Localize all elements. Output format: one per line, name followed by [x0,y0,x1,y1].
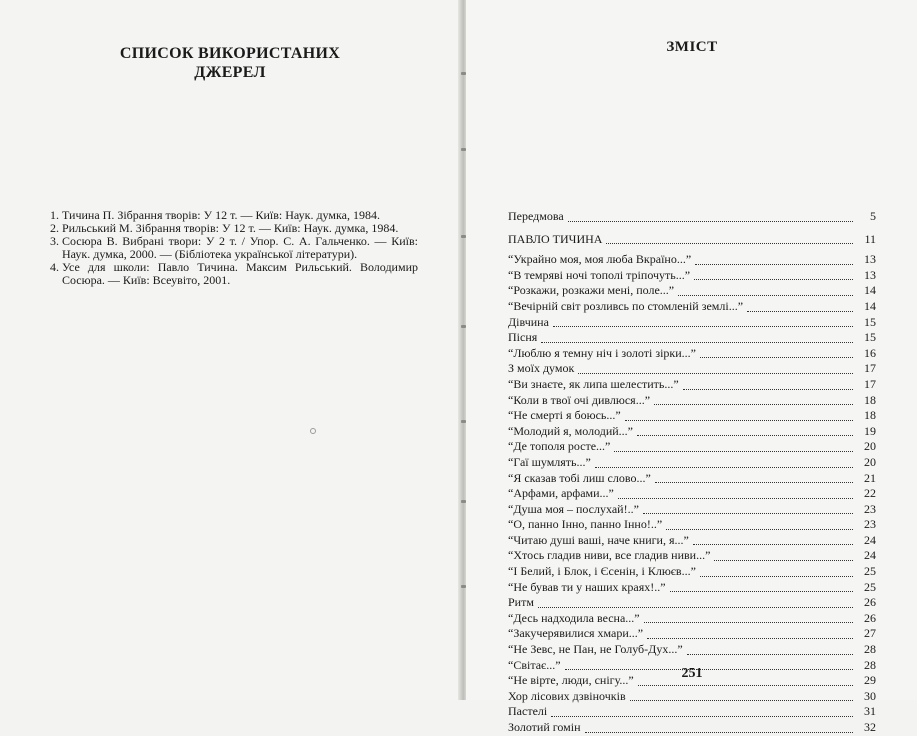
toc-leader-dots [666,528,853,530]
toc-leader-dots [643,512,853,514]
reference-item [50,261,418,287]
toc-entry [508,548,876,564]
toc-entry-page: 27 [864,626,876,641]
toc-entry-title: “Вечірній світ розливсь по стомленій землі...” [508,298,744,313]
toc-entry-title: “Закучерявилися хмари...” [508,626,644,641]
toc-entry-title: Ритм [508,595,534,610]
toc-entry-page: 16 [864,345,876,360]
toc-entry [508,486,876,502]
toc-entry-title: Пісня [508,330,538,345]
toc-entry [508,595,876,611]
toc-entry-page: 24 [864,532,876,547]
toc-leader-dots [683,388,853,390]
toc-entry [508,471,876,487]
toc-entry [508,393,876,409]
toc-leader-dots [700,356,853,358]
toc-entry [508,439,876,455]
toc-entry [508,689,876,705]
toc-entry-title: Передмова [508,209,564,223]
toc-entry-page: 20 [864,454,876,469]
toc-leader-dots [614,450,853,452]
toc-entry-title: “Люблю я темну ніч і золоті зірки...” [508,345,696,360]
toc-entry-page: 20 [864,439,876,454]
toc-entry-page: 26 [864,610,876,625]
toc-entry-page: 24 [864,548,876,563]
toc-entry-page: 15 [864,314,876,329]
page-number: 251 [681,666,703,681]
reference-item [50,235,418,261]
toc-entry-title: Золотий гомін [508,720,581,734]
toc-entry-title: Хор лісових дзвіночків [508,688,626,703]
toc-entry-title: “Десь надходила весна...” [508,610,640,625]
toc-entry-title: “Я сказав тобі лиш слово...” [508,470,651,485]
toc-entry [508,626,876,642]
toc-entry [508,209,876,225]
toc-entry-page: 19 [864,423,876,438]
toc-entry [508,424,876,440]
bibliography-title-line2: ДЖЕРЕЛ [194,64,266,81]
toc-leader-dots [553,325,853,327]
toc-leader-dots [568,220,853,222]
toc-leader-dots [670,590,853,592]
toc-entry-page: 31 [864,704,876,719]
toc-entry [508,611,876,627]
toc-entry-title: “Душа моя – послухай!..” [508,501,639,516]
toc-entry [508,533,876,549]
toc-entry [508,377,876,393]
toc-entry-page: 29 [864,673,876,688]
toc-leader-dots [625,419,853,421]
toc-entry [508,517,876,533]
toc-entry [508,330,876,346]
toc-entry-page: 18 [864,392,876,407]
toc-entry-title: “І Белий, і Блок, і Єсенін, і Клюєв...” [508,564,696,579]
reference-number: 3. [50,234,59,248]
toc-entry-title: “Де тополя росте...” [508,439,611,454]
toc-entry-title: “Гаї шумлять...” [508,454,591,469]
bibliography-title-line1: СПИСОК ВИКОРИСТАНИХ [119,45,341,62]
toc-leader-dots [578,372,853,374]
toc-entry-page: 17 [864,376,876,391]
toc-entry [508,720,876,736]
toc-entry [508,580,876,596]
toc-entry-title: Пастелі [508,704,548,719]
toc-leader-dots [678,294,853,296]
reference-text: Сосюра В. Вибрані твори: У 2 т. / Упор. С. А. Гальченко. — Київ: Наук. думка, 2000. — (Бібліотека української літератури). [62,234,418,261]
toc-leader-dots [693,543,853,545]
toc-entry-title: ПАВЛО ТИЧИНА [508,231,603,246]
toc-entry-page: 21 [864,470,876,485]
toc-entry-title: “Ви знаєте, як липа шелестить...” [508,376,679,391]
reference-text: Тичина П. Зібрання творів: У 12 т. — Київ: Наук. думка, 1984. [62,208,380,222]
toc-entry [508,283,876,299]
toc-entry-page: 28 [864,642,876,657]
toc-entry-title: “Украйно моя, моя люба Вкраїно...” [508,252,692,267]
toc-entry [508,408,876,424]
toc-entry-page: 32 [864,720,876,734]
reference-text: Усе для школи: Павло Тичина. Максим Рильський. Володимир Сосюра. — Київ: Всеувіто, 2001. [62,260,418,287]
toc-entry-title: “Молодий я, молодий...” [508,423,634,438]
toc-entry-page: 13 [864,252,876,267]
toc-entry-title: “Читаю душі ваші, наче книги, я...” [508,532,689,547]
reference-number: 2. [50,221,59,235]
toc-entry-page: 23 [864,501,876,516]
toc-entry-title: “В темряві ночі тополі тріпочуть...” [508,267,691,282]
toc-leader-dots [618,497,853,499]
toc-leader-dots [687,653,853,655]
toc-entry [508,232,876,248]
reference-text: Рильський М. Зібрання творів: У 12 т. — Київ: Наук. думка, 1984. [62,221,399,235]
toc-entry-page: 25 [864,579,876,594]
toc-entry-page: 18 [864,408,876,423]
toc-leader-dots [714,559,853,561]
toc-leader-dots [551,715,853,717]
toc-leader-dots [585,731,853,733]
toc-entry-title: “Світає...” [508,657,561,672]
toc-leader-dots [606,242,853,244]
toc-entry-page: 30 [864,688,876,703]
toc-entry [508,299,876,315]
toc-entry-page: 15 [864,330,876,345]
toc-entry-page: 23 [864,517,876,532]
toc-entry-title: “Хтось гладив ниви, все гладив ниви...” [508,548,711,563]
toc-entry [508,361,876,377]
toc-entry-title: “О, панно Інно, панно Інно!..” [508,517,663,532]
toc-leader-dots [695,263,853,265]
toc-entry-title: “Не смерті я боюсь...” [508,408,621,423]
table-of-contents [508,209,876,736]
toc-leader-dots [655,481,853,483]
reference-list [50,209,418,287]
toc-entry-page: 13 [864,267,876,282]
toc-entry-page: 11 [864,231,876,246]
toc-entry-page: 5 [870,209,876,223]
toc-entry-page: 28 [864,657,876,672]
toc-title: ЗМІСТ [666,39,718,55]
toc-leader-dots [644,621,853,623]
toc-entry-title: “Не вірте, люди, снігу...” [508,673,634,688]
toc-entry [508,704,876,720]
toc-entry-page: 22 [864,486,876,501]
toc-leader-dots [538,606,853,608]
paper-speck [310,428,316,434]
toc-leader-dots [694,278,853,280]
toc-entry-title: “Не Зевс, не Пан, не Голуб-Дух...” [508,642,683,657]
toc-entry [508,315,876,331]
toc-leader-dots [747,310,853,312]
toc-leader-dots [638,684,853,686]
toc-leader-dots [700,575,853,577]
toc-leader-dots [654,403,853,405]
toc-entry [508,502,876,518]
toc-leader-dots [647,637,853,639]
toc-leader-dots [595,466,853,468]
reference-number: 1. [50,208,59,222]
reference-number: 4. [50,260,59,274]
toc-entry [508,564,876,580]
toc-entry [508,252,876,268]
toc-entry-page: 17 [864,361,876,376]
toc-entry-title: Дівчина [508,314,549,329]
toc-entry-page: 14 [864,283,876,298]
toc-leader-dots [637,434,853,436]
toc-entry-title: “Коли в твої очі дивлюся...” [508,392,651,407]
toc-entry-title: “Не бував ти у наших краях!..” [508,579,666,594]
toc-entry [508,268,876,284]
left-page [0,0,462,700]
toc-entry-page: 14 [864,298,876,313]
toc-entry-page: 26 [864,595,876,610]
toc-entry-title: З моїх думок [508,361,575,376]
toc-entry-title: “Арфами, арфами...” [508,486,614,501]
toc-entry-page: 25 [864,564,876,579]
toc-entry-title: “Розкажи, розкажи мені, поле...” [508,283,675,298]
toc-entry [508,455,876,471]
toc-leader-dots [541,341,853,343]
toc-entry [508,642,876,658]
toc-entry [508,346,876,362]
